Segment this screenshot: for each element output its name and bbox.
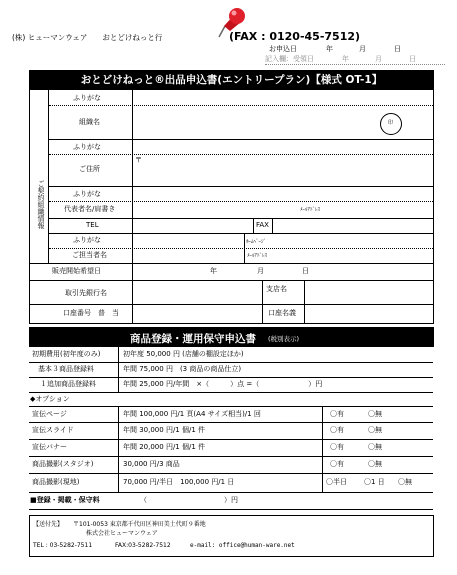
option-studio-photo-no[interactable]: 〇無 — [368, 460, 382, 468]
option-ad-page-value: 年間 100,000 円/1 頁(A4 サイズ相当)/1 回 — [123, 410, 261, 418]
option-studio-photo-label: 商品撮影(スタジオ) — [32, 460, 94, 468]
fax-label: FAX — [256, 221, 269, 229]
side-label: ご契約組織情報 — [37, 180, 45, 229]
total-fee-value: （ ）円 — [140, 496, 238, 504]
mail-address-label: ﾒｰﾙｱﾄﾞﾚｽ — [300, 207, 321, 213]
furigana-address-label: ふりがな — [73, 143, 101, 151]
bank-label: 取引先銀行名 — [65, 289, 107, 297]
seal-label: 印 — [388, 120, 394, 126]
option-onsite-photo-half-day[interactable]: 〇半日 — [326, 478, 347, 486]
footer-tel: TEL : 03-5282-7511 — [33, 542, 93, 549]
destination-address: 〒101-0053 東京都千代田区神田美土代町９番地 — [73, 521, 206, 528]
postal-mark: 〒 — [135, 156, 142, 164]
rep-name-label: 代表者名/肩書き — [64, 205, 116, 213]
footer-email: e-mail: office@human-ware.net — [190, 542, 295, 549]
additional-registration-label: １追加商品登録料 — [40, 380, 96, 388]
furigana-rep-label: ふりがな — [73, 190, 101, 198]
option-studio-photo-value: 30,000 円/3 商品 — [123, 460, 180, 468]
label-column-border — [132, 90, 133, 323]
option-ad-banner-label: 宣伝バナー — [32, 443, 67, 451]
sender-line: (株) ヒューマンウェア おとどけねっと行 — [12, 33, 163, 42]
received-month: 月 — [375, 55, 382, 63]
option-ad-slide-no[interactable]: 〇無 — [368, 426, 382, 434]
received-day: 日 — [409, 55, 416, 63]
option-ad-banner-no[interactable]: 〇無 — [368, 443, 382, 451]
contact-mail-label: ﾒｰﾙｱﾄﾞﾚｽ — [247, 253, 268, 259]
options-heading: ◆オプション — [30, 395, 70, 403]
option-ad-slide-yes[interactable]: 〇有 — [330, 426, 344, 434]
sales-year: 年 — [210, 267, 217, 275]
account-name-label: 口座名義 — [268, 309, 296, 317]
footer-fax: FAX:03-5282-7512 — [115, 542, 171, 549]
tel-label: TEL — [86, 221, 99, 229]
option-onsite-photo-value: 70,000 円/半日 100,000 円/1 日 — [123, 478, 235, 486]
initial-fee-value: 初年度 50,000 円 (店舗の棚設定ほか) — [123, 350, 244, 358]
received-label: 記入欄：受領日 — [265, 55, 314, 63]
basic-registration-label: 基本３商品登録料 — [38, 365, 94, 373]
sales-start-label: 販売開始希望日 — [52, 267, 101, 275]
total-fee-label: ■登録・掲載・保守料 — [30, 496, 100, 504]
furigana-org-label: ふりがな — [73, 94, 101, 102]
product-banner-note: (税別表示) — [268, 335, 300, 343]
push-pin-icon — [212, 4, 252, 42]
destination-company: 株式会社ヒューマンウェア — [86, 530, 158, 537]
homepage-label: ﾎｰﾑﾍﾟｰｼﾞ — [246, 239, 267, 245]
account-number-label: 口座番号 普 当 — [63, 309, 119, 317]
destination-label: 【送付先】 — [33, 521, 64, 528]
option-ad-banner-yes[interactable]: 〇有 — [330, 443, 344, 451]
basic-registration-value: 年間 75,000 円 (3 商品の商品仕立) — [123, 365, 242, 373]
org-name-label: 組織名 — [79, 118, 100, 126]
form-title: おとどけねっと®出品申込書(エントリープラン)【様式 OT-1】 — [30, 71, 433, 90]
option-studio-photo-yes[interactable]: 〇有 — [330, 460, 344, 468]
option-onsite-photo-label: 商品撮影(現地) — [32, 478, 80, 486]
product-banner-title: 商品登録・運用保守申込書 — [130, 333, 256, 345]
option-ad-slide-value: 年間 30,000 円/1 個/1 件 — [123, 426, 206, 434]
option-ad-banner-value: 年間 20,000 円/1 個/1 件 — [123, 443, 206, 451]
furigana-contact-label: ふりがな — [73, 236, 101, 244]
address-label: ご住所 — [79, 165, 100, 173]
sales-day: 日 — [302, 267, 309, 275]
fax-number: (FAX : 0120-45-7512) — [229, 30, 361, 43]
application-date-year: 年 — [326, 45, 333, 53]
additional-registration-value: 年間 25,000 円/年間 ×（ ）点 =（ ）円 — [123, 380, 323, 388]
sales-month: 月 — [257, 267, 264, 275]
option-onsite-photo-full-day[interactable]: 〇1 日 — [364, 478, 385, 486]
option-ad-page-label: 宣伝ページ — [32, 410, 67, 418]
option-onsite-photo-none[interactable]: 〇無 — [398, 478, 412, 486]
initial-fee-label: 初期費用(初年度のみ) — [32, 350, 101, 358]
side-label-cell — [29, 90, 49, 263]
application-date-day: 日 — [394, 45, 401, 53]
branch-label: 支店名 — [266, 285, 287, 293]
option-ad-page-no[interactable]: 〇無 — [368, 410, 382, 418]
contact-name-label: ご担当者名 — [72, 251, 107, 259]
option-ad-page-yes[interactable]: 〇有 — [330, 410, 344, 418]
application-date-month: 月 — [359, 45, 366, 53]
application-date-label: お申込日 — [269, 45, 297, 53]
received-underline — [265, 64, 445, 65]
received-year: 年 — [342, 55, 349, 63]
option-ad-slide-label: 宣伝スライド — [32, 426, 74, 434]
